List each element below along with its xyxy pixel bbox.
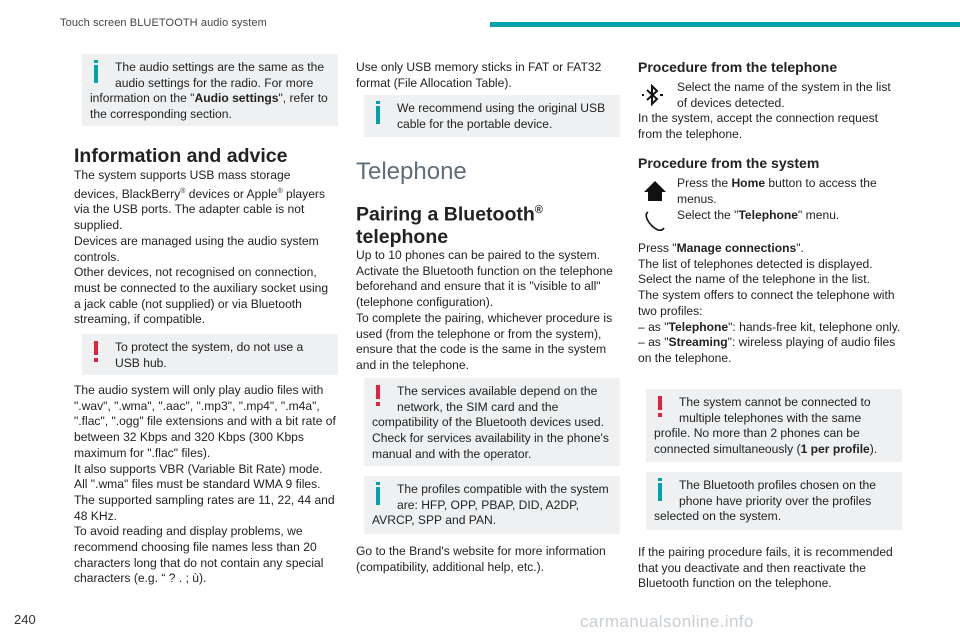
manage-connections-paragraph: Press "Manage connections". The list of telephones detected is displayed. Select the name of the telephone in the list. The system offers to connect the telephone with two profiles: – as "Telephone": hands-free kit, telephone only. – as "Streaming": wireless playing of audio files on the telephone. [638, 241, 901, 365]
header-accent-bar [490, 22, 960, 27]
warning-icon [90, 340, 110, 364]
warning-icon [372, 384, 392, 408]
bluetooth-icon [638, 80, 668, 110]
info-paragraph-2: The audio system will only play audio files with ".wav", ".wma", ".aac", ".mp3", ".mp4", ".m4a", ".flac", ".ogg" file extensions and with a bit rate of between 32 Kbps and 320 Kbps (300 Kbps maximum for ".flac" files). It also supports VBR (Variable Bit Rate) mode. All ".wma" files must be standard WMA 9 files. The supported sampling rates are 11, 22, 44 and 48 KHz. To avoid reading and display problems, we recommend choosing file names less than 20 characters long that do not contain any special characters (e.g. “ ? . ; ù). [74, 383, 336, 586]
note-usb-cable: We recommend using the original USB cable for the portable device. [364, 95, 620, 137]
watermark: carmanualsonline.info [580, 612, 754, 631]
heading-pairing-bluetooth: Pairing a Bluetooth® telephone [356, 203, 543, 248]
note-profile-priority: The Bluetooth profiles chosen on the phone have priority over the profiles selected on the system. [646, 472, 902, 530]
info-icon [90, 60, 110, 84]
info-icon [372, 101, 392, 125]
heading-telephone: Telephone [356, 158, 467, 185]
heading-procedure-system: Procedure from the system [638, 155, 820, 171]
page-number: 240 [14, 612, 36, 627]
note-profiles: The profiles compatible with the system are: HFP, OPP, PBAP, DID, A2DP, AVRCP, SPP and PAN. [364, 476, 620, 534]
select-name-paragraph: Select the name of the system in the list of devices detected. [677, 80, 891, 110]
usb-format-paragraph: Use only USB memory sticks in FAT or FAT32 format (File Allocation Table). [356, 60, 602, 90]
warning-services: The services available depend on the network, the SIM card and the compatibility of the Bluetooth devices used. Check for services availability in the phone's manual and with the operator. [364, 378, 620, 466]
home-paragraph: Press the Home button to access the menus. [677, 176, 877, 206]
accept-paragraph: In the system, accept the connection request from the telephone. [638, 111, 878, 141]
heading-information-advice: Information and advice [74, 145, 288, 167]
home-icon [640, 176, 670, 206]
pairing-fails-paragraph: If the pairing procedure fails, it is recommended that you deactivate and then reactivate the Bluetooth function on the telephone. [638, 545, 893, 591]
note-audio-settings: The audio settings are the same as the audio settings for the radio. For more information on the "Audio settings", refer to the corresponding section. [82, 54, 338, 126]
brand-website-paragraph: Go to the Brand's website for more information (compatibility, additional help, etc.). [356, 544, 606, 574]
info-paragraph-1: The system supports USB mass storage devices, BlackBerry® devices or Apple® players via the USB ports. The adapter cable is not supplied. Devices are managed using the audio system controls. Other devices, not recognised on connection, must be connected to the auxiliary socket using a jack cable (not supplied) or via Bluetooth streaming, if compatible. [74, 168, 329, 327]
warning-multiple-telephones: The system cannot be connected to multiple telephones with the same profile. No more than 2 phones can be connected simultaneously (1 per profile). [646, 389, 902, 462]
info-icon [654, 478, 674, 502]
pairing-paragraph: Up to 10 phones can be paired to the system. Activate the Bluetooth function on the telephone beforehand and ensure that it is "visible to all" (telephone configuration). To complete the pairing, whichever procedure is used (from the telephone or from the system), ensure that the code is the same in the system and in the telephone. [356, 248, 613, 372]
telephone-menu-paragraph: Select the "Telephone" menu. [677, 208, 840, 222]
running-header: Touch screen BLUETOOTH audio system [60, 17, 267, 29]
info-icon [372, 482, 392, 506]
heading-procedure-telephone: Procedure from the telephone [638, 59, 838, 75]
warning-icon [654, 395, 674, 419]
warning-usb-hub: To protect the system, do not use a USB hub. [82, 334, 338, 375]
telephone-icon [640, 206, 670, 236]
